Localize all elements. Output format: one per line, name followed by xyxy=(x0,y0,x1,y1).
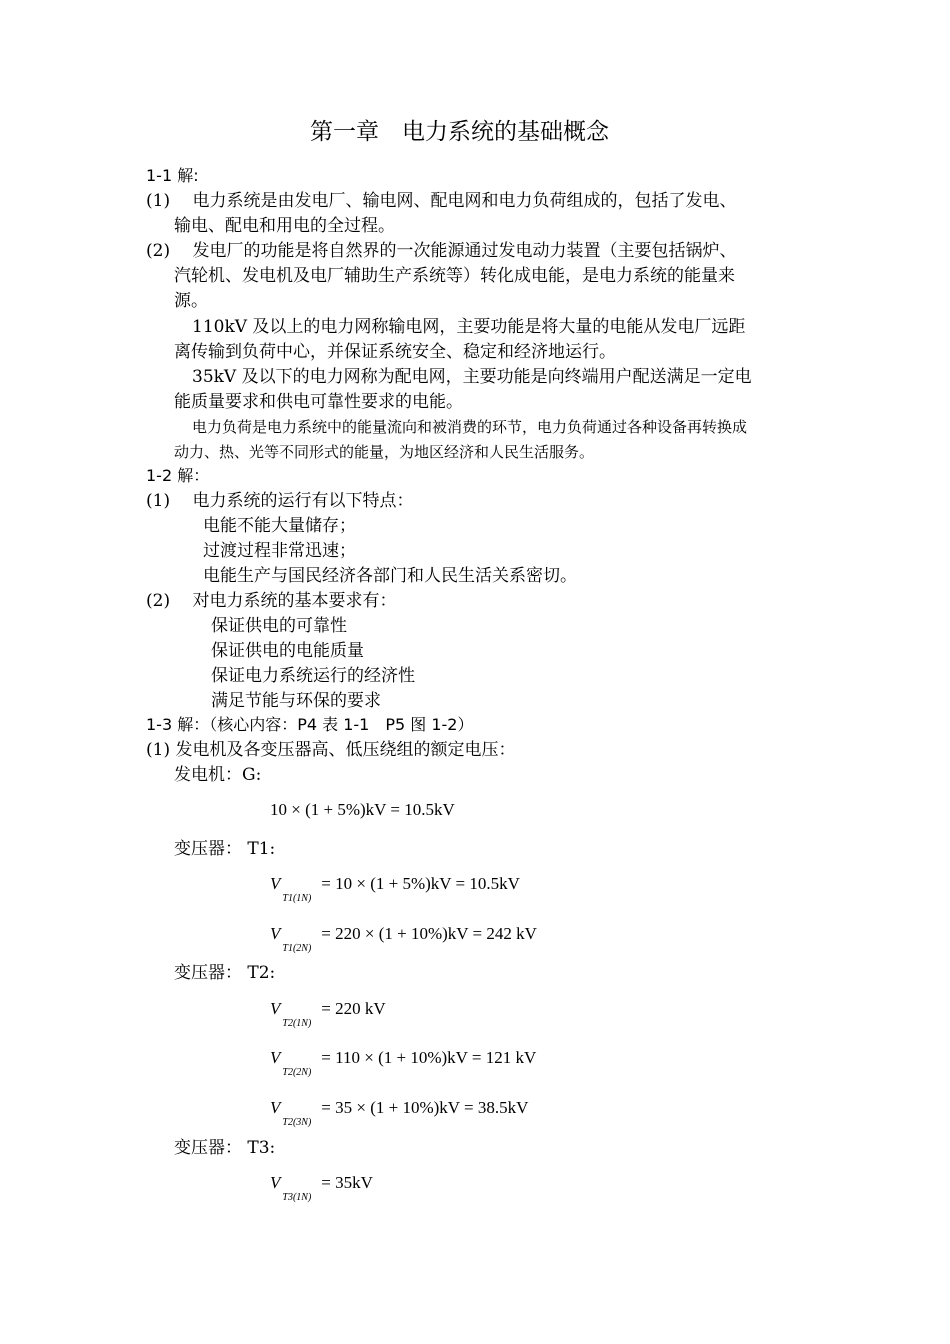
label-transformer-t2: 变压器： T2: xyxy=(174,963,276,983)
section-1-1-heading: 1-1 解: xyxy=(146,166,199,185)
paragraph-line: 离传输到负荷中心，并保证系统安全、稳定和经济地运行。 xyxy=(174,342,616,362)
label-transformer-t3: 变压器： T3: xyxy=(174,1138,276,1158)
page-title: 第一章 电力系统的基础概念 xyxy=(310,119,609,145)
equation-t2-2n xyxy=(270,1047,537,1078)
paragraph-line: (1) 电力系统的运行有以下特点： xyxy=(146,491,414,511)
list-item: 电能生产与国民经济各部门和人民生活关系密切。 xyxy=(203,566,577,586)
list-item: 保证供电的电能质量 xyxy=(211,641,364,661)
subscript: T2(2N) xyxy=(282,1067,312,1078)
paragraph-line: (1) 发电机及各变压器高、低压绕组的额定电压： xyxy=(146,740,516,760)
subscript: T1(2N) xyxy=(282,943,312,954)
equation-t1-1n xyxy=(270,873,520,904)
equation-body: = 220 × (1 + 10%)kV = 242 kV xyxy=(321,924,537,943)
paragraph-line: 动力、热、光等不同形式的能量，为地区经济和人民生活服务。 xyxy=(174,443,595,461)
paragraph-line: 输电、配电和用电的全过程。 xyxy=(174,216,395,236)
voltage-symbol: V xyxy=(270,1098,281,1117)
equation-t1-2n xyxy=(270,923,537,954)
equation-body: = 110 × (1 + 10%)kV = 121 kV xyxy=(321,1048,537,1067)
paragraph-line: (1) 电力系统是由发电厂、输电网、配电网和电力负荷组成的，包括了发电、 xyxy=(146,191,737,211)
list-item: 满足节能与环保的要求 xyxy=(211,691,381,711)
equation-body: = 220 kV xyxy=(321,999,386,1018)
equation-body: = 35kV xyxy=(321,1173,373,1192)
equation-body: = 10 × (1 + 5%)kV = 10.5kV xyxy=(321,874,520,893)
list-item: 电能不能大量储存； xyxy=(203,516,356,536)
voltage-symbol: V xyxy=(270,1173,281,1192)
paragraph-line: 能质量要求和供电可靠性要求的电能。 xyxy=(174,392,463,412)
paragraph-line: 电力负荷是电力系统中的能量流向和被消费的环节，电力负荷通过各种设备再转换成 xyxy=(192,418,748,436)
paragraph-line: 源。 xyxy=(174,291,208,311)
voltage-symbol: V xyxy=(270,924,281,943)
subscript: T2(3N) xyxy=(282,1117,312,1128)
paragraph-line: 35kV 及以下的电力网称为配电网，主要功能是向终端用户配送满足一定电 xyxy=(192,367,752,387)
paragraph-line: (2) 发电厂的功能是将自然界的一次能源通过发电动力装置（主要包括锅炉、 xyxy=(146,241,737,261)
subscript: T3(1N) xyxy=(282,1192,312,1203)
paragraph-line: 110kV 及以上的电力网称输电网，主要功能是将大量的电能从发电厂远距 xyxy=(192,317,746,337)
voltage-symbol: V xyxy=(270,874,281,893)
list-item: 保证供电的可靠性 xyxy=(211,616,347,636)
section-1-2-heading: 1-2 解： xyxy=(146,466,210,485)
label-transformer-t1: 变压器： T1: xyxy=(174,839,276,859)
equation-generator: 10 × (1 + 5%)kV = 10.5kV xyxy=(270,800,455,819)
paragraph-line: (2) 对电力系统的基本要求有： xyxy=(146,591,397,611)
equation-t2-1n xyxy=(270,998,386,1029)
section-1-3-heading: 1-3 解：（核心内容：P4 表 1-1 P5 图 1-2） xyxy=(146,715,474,734)
equation-t2-3n xyxy=(270,1097,529,1128)
label-generator: 发电机：G: xyxy=(174,765,262,785)
equation-body: = 35 × (1 + 10%)kV = 38.5kV xyxy=(321,1098,529,1117)
paragraph-line: 汽轮机、发电机及电厂辅助生产系统等）转化成电能，是电力系统的能量来 xyxy=(174,266,735,286)
list-item: 保证电力系统运行的经济性 xyxy=(211,666,415,686)
subscript: T1(1N) xyxy=(282,893,312,904)
list-item: 过渡过程非常迅速； xyxy=(203,541,356,561)
equation-t3-1n xyxy=(270,1172,373,1203)
voltage-symbol: V xyxy=(270,1048,281,1067)
subscript: T2(1N) xyxy=(282,1018,312,1029)
voltage-symbol: V xyxy=(270,999,281,1018)
